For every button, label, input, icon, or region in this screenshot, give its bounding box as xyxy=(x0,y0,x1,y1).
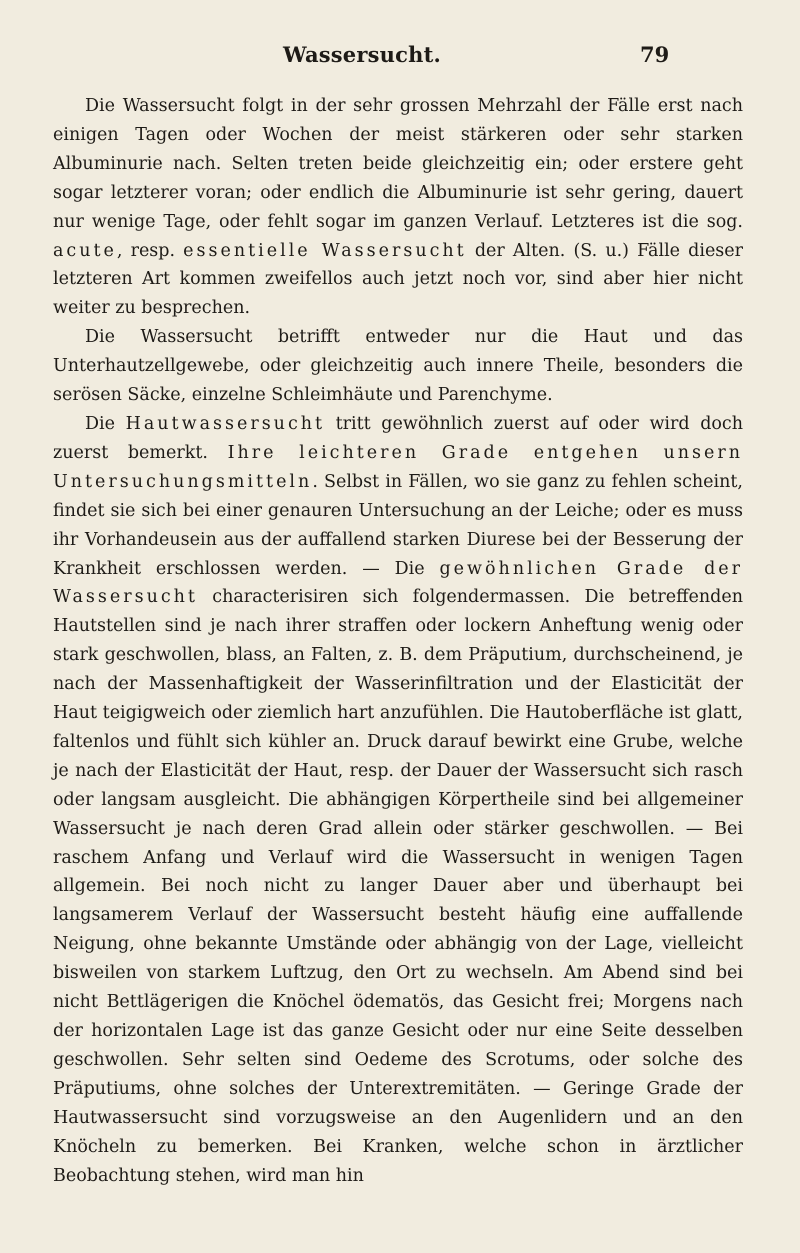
paragraph-albuminuria xyxy=(53,92,743,323)
text-segment: Die Wassersucht folgt in der sehr grossen Mehrzahl der Fälle erst nach einigen Tagen oder Wochen der meist stärkeren oder sehr starken Albuminurie nach. Selten treten beide gleichzeitig ein; oder erstere geht sogar letzterer voran; oder endlich die Albuminurie ist sehr gering, dauert nur wenige Tage, oder fehlt sogar im ganzen Verlauf. Letzteres ist die sog. xyxy=(53,96,743,232)
text-segment: der Alten. (S. u.) Fälle dieser letzteren Art kommen zweifellos auch jetzt noch vor, sind aber hier nicht weiter zu besprechen. xyxy=(53,240,744,319)
spaced-term: Ihre leichteren Grade entgehen unsern Untersuchungsmitteln xyxy=(53,442,743,492)
spaced-term: Hautwassersucht xyxy=(125,413,326,434)
body-text xyxy=(53,92,743,1190)
paragraph-affected-tissues xyxy=(53,323,743,410)
running-title: Wassersucht. xyxy=(283,42,441,67)
text-segment: . Selbst in Fällen, wo sie ganz zu fehlen scheint, findet sie sich bei einer genauren Untersuchung an der Leiche; oder es muss ihr Vorhandeusein aus der auffallend starken Diurese bei der Besserung der Krankheit erschlossen werden. — Die xyxy=(53,471,743,579)
text-segment: , resp. xyxy=(116,240,184,261)
text-segment: characterisiren sich folgendermassen. Die betreffenden Hautstellen sind je nach ihrer straffen oder lockern Anheftung wenig oder stark geschwollen, blass, an Falten, z. B. dem Präputium, durchscheinend, je nach der Massenhaftigkeit der Wasserinfiltration und der Elasticität der Haut teigigweich oder ziemlich hart anzufühlen. Die Hautoberfläche ist glatt, faltenlos und fühlt sich kühler an. Druck darauf bewirkt eine Grube, welche je nach der Elasticität der Haut, resp. der Dauer der Wassersucht sich rasch oder langsam ausgleicht. Die abhängigen Körpertheile sind bei allgemeiner Wassersucht je nach deren Grad allein oder stärker geschwollen. — Bei raschem Anfang und Verlauf wird die Wassersucht in wenigen Tagen allgemein. Bei noch nicht zu langer Dauer aber und überhaupt bei langsamerem Verlauf der Wassersucht besteht häufig eine auffallende Neigung, ohne bekannte Umstände oder abhängig von der Lage, vielleicht bisweilen von starkem Luftzug, den Ort zu wechseln. Am Abend sind bei nicht Bettlägerigen die Knöchel ödematös, das Gesicht frei; Morgens nach der horizontalen Lage ist das ganze Gesicht oder nur eine Seite desselben geschwollen. Sehr selten sind Oedeme des Scrotums, oder solche des Präputiums, ohne solches der Unterextremitäten. — Geringe Grade der Hautwassersucht sind vorzugsweise an den Augenlidern und an den Knöcheln zu bemerken. Bei Kranken, welche schon in ärztlicher Beobachtung stehen, wird man hin xyxy=(53,587,743,1186)
text-segment: Die xyxy=(85,413,126,434)
text-segment: tritt gewöhnlich zuerst auf oder wird doch zuerst bemerkt. xyxy=(53,413,744,463)
spaced-term: acute xyxy=(53,240,117,261)
text-segment: Die Wassersucht betrifft entweder nur die Haut und das Unterhautzellgewebe, oder gleichzeitig auch innere Theile, besonders die serösen Säcke, einzelne Schleimhäute und Parenchyme. xyxy=(53,327,743,406)
page-number: 79 xyxy=(640,42,670,67)
spaced-term: essentielle Wassersucht xyxy=(183,240,467,261)
spaced-term: gewöhnlichen Grade der Wassersucht xyxy=(53,558,743,608)
paragraph-skin-dropsy xyxy=(53,410,743,1190)
